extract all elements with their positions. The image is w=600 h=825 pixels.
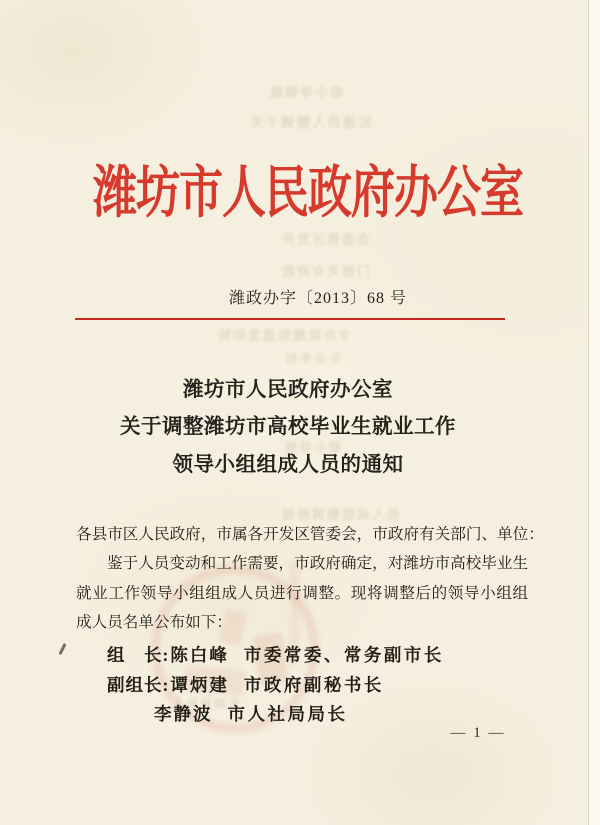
notice-title xyxy=(0,372,576,484)
bleed-through-text: 字办政潍知通发印转 xyxy=(216,328,352,343)
pen-mark xyxy=(58,643,66,655)
body-line-4: 成人员名单公布如下： xyxy=(76,614,232,632)
bleed-through-text: 组小导领 xyxy=(283,441,342,455)
body-line-1: 各县市区人民政府，市属各开发区管委会，市政府有关部门、单位： xyxy=(76,526,544,543)
body-text xyxy=(76,520,544,638)
roster-title: 市人社局局长 xyxy=(227,704,348,725)
roster-label: 组 长: xyxy=(107,645,170,665)
roster-label: 副组长: xyxy=(107,674,170,695)
bleed-through-text: 门部关有府政 xyxy=(280,264,371,279)
page-number: — 1 — xyxy=(450,725,506,741)
notice-title-line-1: 潍坊市人民政府办公室 xyxy=(183,379,393,401)
roster-row-leader xyxy=(107,641,444,671)
roster-row-deputy-1 xyxy=(107,671,444,701)
bleed-through-text: 组小导领就 xyxy=(268,85,344,100)
red-separator-line xyxy=(75,318,505,320)
bleed-through-text: 知通员人整调于关 xyxy=(248,115,372,130)
notice-title-line-3: 领导小组组成人员的通知 xyxy=(172,453,404,476)
roster-name: 李静波 xyxy=(154,704,213,725)
roster-title: 市政府副秘书长 xyxy=(243,674,384,695)
roster-row-deputy-2 xyxy=(107,700,444,730)
bleed-through-text: 会委管区发开 xyxy=(280,232,371,247)
bleed-through-text: 员人成组整调将现 xyxy=(280,507,401,522)
leading-group-roster xyxy=(107,641,444,730)
notice-title-line-2: 关于调整潍坊市高校毕业生就业工作 xyxy=(120,416,456,439)
roster-name: 陈白峰 xyxy=(170,645,229,665)
doc-number: 潍政办字〔2013〕68 号 xyxy=(228,290,407,307)
roster-title: 市委常委、常务副市长 xyxy=(243,645,444,665)
paper-edge-line xyxy=(588,0,589,825)
body-line-3: 就业工作领导小组组成人员进行调整。现将调整后的领导小组组 xyxy=(76,584,528,602)
bleed-through-text: 生业毕校 xyxy=(283,352,342,366)
paper-edge-strip xyxy=(588,0,600,825)
body-line-2: 鉴于人员变动和工作需要，市政府确定，对潍坊市高校毕业生 xyxy=(107,555,529,573)
letterhead-org-name: 潍坊市人民政府办公室 xyxy=(93,161,523,225)
roster-name: 谭炳建 xyxy=(170,674,229,695)
bleed-through-text: 长局局社人 xyxy=(170,697,241,711)
